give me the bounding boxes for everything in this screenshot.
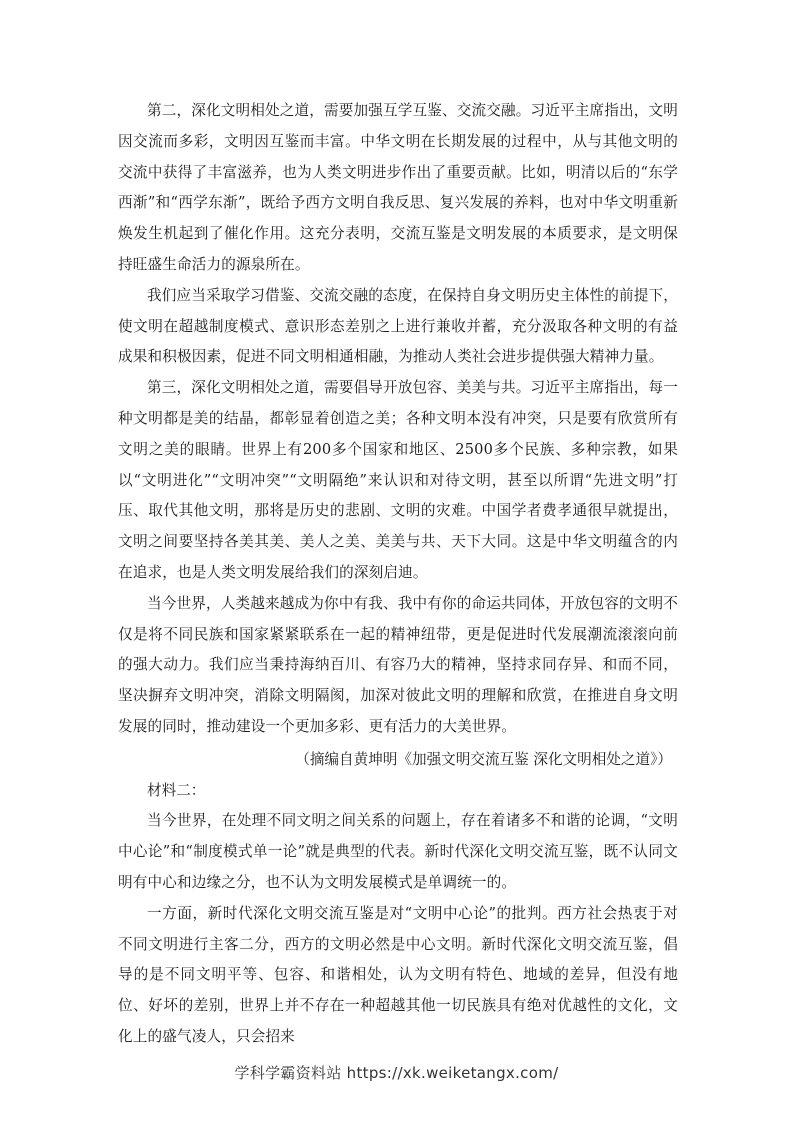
document-body [118, 96, 678, 1053]
paragraph-material-two-intro: 当今世界，在处理不同文明之间关系的问题上，存在着诸多不和谐的论调，“文明中心论”和“制度模式单一论”就是典型的代表。新时代深化文明交流互鉴，既不认同文明有中心和边缘之分，也不认为文明发展模式是单调统一的。 [118, 812, 678, 891]
source-citation: （摘编自黄坤明《加强文明交流互鉴 深化文明相处之道》） [295, 750, 672, 768]
paragraph-third-point: 第三，深化文明相处之道，需要倡导开放包容、美美与共。习近平主席指出，每一种文明都是美的结晶，都彰显着创造之美；各种文明本没有冲突，只是要有欣赏所有文明之美的眼睛。世界上有200多个国家和地区、2500多个民族、多种宗教，如果以“文明进化”“文明冲突”“文明隔绝”来认识和对待文明，甚至以所谓“先进文明”打压、取代其他文明，那将是历史的悲剧、文明的灾难。中国学者费孝通很早就提出，文明之间要坚持各美其美、美人之美、美美与共、天下大同。这是中华文明蕴含的内在追求，也是人类文明发展给我们的深刻启迪。 [118, 379, 678, 581]
paragraph-learning-attitude: 我们应当采取学习借鉴、交流交融的态度，在保持自身文明历史主体性的前提下，使文明在超越制度模式、意识形态差别之上进行兼收并蓄，充分汲取各种文明的有益成果和积极因素，促进不同文明相通相融，为推动人类社会进步提供强大精神力量。 [118, 286, 678, 366]
paragraph-second-point: 第二，深化文明相处之道，需要加强互学互鉴、交流交融。习近平主席指出，文明因交流而多彩，文明因互鉴而丰富。中华文明在长期发展的过程中，从与其他文明的交流中获得了丰富滋养，也为人类文明进步作出了重要贡献。比如，明清以后的“东学西渐”和“西学东渐”，既给予西方文明自我反思、复兴发展的养料，也对中华文明重新焕发生机起到了催化作用。这充分表明，交流互鉴是文明发展的本质要求，是文明保持旺盛生命活力的源泉所在。 [118, 102, 678, 273]
material-two-heading: 材料二： [147, 781, 206, 799]
paragraph-current-world: 当今世界，人类越来越成为你中有我、我中有你的命运共同体，开放包容的文明不仅是将不同民族和国家紧紧联系在一起的精神纽带，更是促进时代发展潮流滚滚向前的强大动力。我们应当秉持海纳百川、有容乃大的精神，坚持求同存异、和而不同，坚决摒弃文明冲突，消除文明隔阂，加深对彼此文明的理解和欣赏，在推进自身文明发展的同时，推动建设一个更加多彩、更有活力的大美世界。 [118, 594, 678, 735]
paragraph-civilization-center-critique: 一方面，新时代深化文明交流互鉴是对“文明中心论”的批判。西方社会热衷于对不同文明进行主客二分，西方的文明必然是中心文明。新时代深化文明交流互鉴，倡导的是不同文明平等、包容、和谐相处，认为文明有特色、地域的差异，但没有地位、好坏的差别，世界上并不存在一种超越其他一切民族具有绝对优越性的文化，文化上的盛气凌人，只会招来 [118, 904, 678, 1045]
footer-watermark: 学科学霸资料站 https://xk.weiketangx.com/ [234, 1064, 559, 1082]
